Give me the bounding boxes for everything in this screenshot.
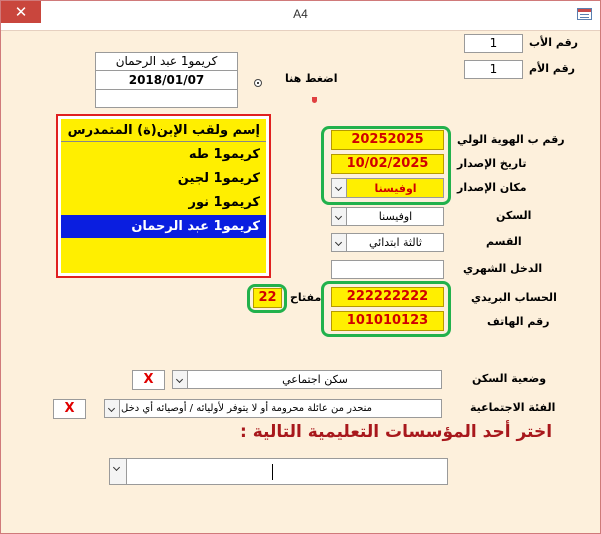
father-number-label: رقم الأب — [529, 36, 579, 49]
chevron-down-icon[interactable] — [173, 371, 188, 388]
list-item-selected[interactable]: كريمو1 عبد الرحمان — [61, 215, 266, 238]
list-item[interactable]: كريمو1 لجين — [177, 171, 260, 186]
chevron-down-icon[interactable] — [332, 234, 347, 251]
chevron-down-icon[interactable] — [332, 179, 347, 197]
key-label: مفتاح — [290, 291, 322, 304]
text-cursor — [272, 464, 273, 480]
section-label: القسم — [486, 235, 522, 248]
issue-date-field[interactable]: 10/02/2025 — [331, 154, 444, 174]
list-item[interactable]: كريمو1 طه — [188, 147, 260, 162]
housing-status-label: وضعية السكن — [472, 372, 547, 385]
chevron-down-icon[interactable] — [110, 459, 127, 484]
window-title: A4 — [293, 7, 308, 21]
form-icon — [577, 8, 592, 20]
key-field[interactable]: 22 — [253, 288, 282, 308]
housing-status-clear-button[interactable]: X — [132, 370, 165, 390]
mother-number-field[interactable]: 1 — [464, 60, 523, 79]
monthly-income-field[interactable] — [331, 260, 444, 279]
close-button[interactable]: ✕ — [1, 1, 41, 23]
postal-account-label: الحساب البريدي — [471, 291, 557, 304]
housing-label: السكن — [496, 209, 532, 222]
institutions-heading: اختر أحد المؤسسات التعليمية التالية : — [240, 422, 553, 442]
section-select[interactable]: ثالثة ابتدائي — [331, 233, 444, 252]
postal-account-field[interactable]: 222222222 — [331, 287, 444, 307]
social-category-label: الفئة الاجتماعية — [470, 401, 556, 414]
guardian-id-label: رقم ب الهوية الولي — [457, 133, 565, 146]
social-category-clear-button[interactable]: X — [53, 399, 86, 419]
mother-number-label: رقم الأم — [529, 62, 576, 75]
institutions-select[interactable] — [109, 458, 448, 485]
selected-student-date: 2018/01/07 — [95, 70, 238, 90]
issue-date-label: تاريخ الإصدار — [457, 157, 527, 170]
indicator-icon — [312, 97, 317, 103]
monthly-income-label: الدخل الشهري — [463, 262, 543, 275]
guardian-id-field[interactable]: 20252025 — [331, 130, 444, 150]
issue-place-label: مكان الإصدار — [457, 181, 527, 194]
selected-student-extra — [95, 89, 238, 108]
housing-select[interactable]: اوفيسنا — [331, 207, 444, 226]
children-list-header: إسم ولقب الإبن(ة) المتمدرس — [61, 119, 266, 142]
chevron-down-icon[interactable] — [332, 208, 347, 225]
press-here-radio[interactable] — [254, 79, 262, 87]
phone-field[interactable]: 101010123 — [331, 311, 444, 331]
children-list[interactable] — [56, 114, 271, 278]
issue-place-select[interactable]: اوفيسنا — [331, 178, 444, 198]
title-bar — [1, 1, 600, 31]
housing-status-select[interactable]: سكن اجتماعي — [172, 370, 442, 389]
selected-student-name: كريمو1 عبد الرحمان — [95, 52, 238, 71]
father-number-field[interactable]: 1 — [464, 34, 523, 53]
list-item[interactable]: كريمو1 نور — [188, 195, 260, 210]
social-category-select[interactable]: منحدر من عائلة محرومة أو لا يتوفر لأوليائه / أوصيائه أي دخل — [104, 399, 442, 418]
chevron-down-icon[interactable] — [105, 400, 120, 417]
press-here-button[interactable]: اضغط هنا — [285, 72, 338, 85]
phone-label: رقم الهاتف — [487, 315, 550, 328]
